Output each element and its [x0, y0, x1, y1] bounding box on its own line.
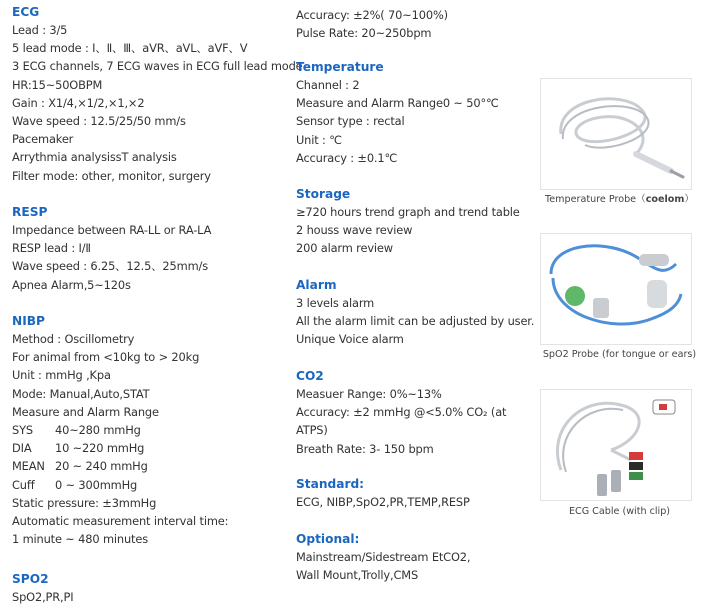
ecg-line: Gain : X1/4,×1/2,×1,×2: [12, 95, 145, 110]
temperature-line: Channel : 2: [296, 78, 360, 92]
temperature-probe-caption: [533, 194, 706, 206]
standard-section: [296, 476, 470, 511]
spo2-pulse-line: Pulse Rate: 20~250bpm: [296, 26, 432, 41]
nibp-range-row: [12, 439, 228, 457]
temperature-title: Temperature: [296, 60, 384, 74]
alarm-line: Unique Voice alarm: [296, 332, 404, 347]
ecg-line: Arrythmia analysissT analysis: [12, 150, 177, 165]
nibp-range-row: [12, 476, 228, 494]
alarm-title: Alarm: [296, 278, 337, 292]
nibp-line: Unit : mmHg ,Kpa: [12, 368, 111, 383]
co2-line: ATPS): [296, 423, 328, 438]
caption-text: ECG Cable (with clip): [568, 506, 671, 517]
temperature-line: Accuracy : ±0.1℃: [296, 150, 398, 165]
storage-title: Storage: [296, 187, 351, 201]
storage-line: 200 alarm review: [296, 241, 393, 256]
resp-title: RESP: [12, 205, 48, 219]
resp-line: Wave speed : 6.25、12.5、25mm/s: [12, 259, 208, 274]
range-value: 20 ~ 240 mmHg: [55, 459, 148, 474]
nibp-range-row: [12, 457, 228, 475]
ecg-line: Pacemaker: [12, 132, 74, 147]
spo2-continued: [296, 6, 448, 42]
nibp-line: For animal from <10kg to > 20kg: [12, 350, 200, 365]
ecg-line: HR:15~50OBPM: [12, 77, 103, 92]
temperature-probe-icon: [540, 78, 692, 190]
resp-line: Impedance between RA-LL or RA-LA: [12, 223, 212, 237]
co2-title: CO2: [296, 369, 324, 383]
storage-line: ≥720 hours trend graph and trend table: [296, 205, 520, 219]
alarm-line: All the alarm limit can be adjusted by user.: [296, 314, 535, 329]
temperature-section: [296, 59, 499, 167]
resp-line: RESP lead : I/Ⅱ: [12, 241, 91, 256]
nibp-range-row: [12, 421, 228, 439]
optional-title: Optional:: [296, 532, 360, 546]
optional-section: [296, 531, 470, 584]
co2-line: Accuracy: ±2 mmHg @<5.0% CO₂ (at: [296, 405, 507, 420]
ecg-line: 3 ECG channels, 7 ECG waves in ECG full lead mode: [12, 59, 303, 74]
range-value: 40~280 mmHg: [55, 423, 141, 438]
caption-text: Temperature Probe（: [545, 194, 646, 205]
co2-line: Breath Rate: 3- 150 bpm: [296, 441, 434, 456]
alarm-section: [296, 277, 534, 349]
ecg-section: [12, 4, 303, 185]
caption-text: SpO2 Probe (for tongue or ears): [542, 349, 697, 360]
range-key: Cuff: [12, 477, 35, 492]
optional-line: Wall Mount,Trolly,CMS: [296, 568, 419, 583]
alarm-line: 3 levels alarm: [296, 296, 375, 310]
temperature-line: Unit : ℃: [296, 132, 342, 147]
ecg-line: Filter mode: other, monitor, surgery: [12, 168, 211, 183]
range-key: DIA: [12, 441, 32, 456]
nibp-line: Automatic measurement interval time:: [12, 514, 229, 529]
storage-section: [296, 186, 520, 258]
spo2-probe-caption: [533, 349, 706, 361]
nibp-section: [12, 313, 228, 548]
range-key: MEAN: [12, 459, 45, 474]
temperature-line: Measure and Alarm Range0 ~ 50°℃: [296, 96, 499, 111]
spo2-line: SpO2,PR,PI: [12, 590, 74, 604]
standard-title: Standard:: [296, 477, 365, 491]
co2-section: [296, 368, 506, 458]
ecg-title: ECG: [12, 5, 40, 19]
co2-line: Measuer Range: 0%~13%: [296, 387, 442, 401]
caption-end-text: ）: [684, 194, 694, 205]
spo2-probe-icon: [540, 233, 692, 345]
ecg-cable-caption: [533, 506, 706, 518]
standard-line: ECG, NIBP,SpO2,PR,TEMP,RESP: [296, 495, 470, 509]
ecg-line: Lead : 3/5: [12, 23, 68, 37]
nibp-line: Method : Oscillometry: [12, 332, 135, 346]
temperature-line: Sensor type : rectal: [296, 114, 405, 129]
caption-bold-text: coelom: [645, 194, 685, 205]
optional-line: Mainstream/Sidestream EtCO2,: [296, 550, 471, 564]
nibp-line: Static pressure: ±3mmHg: [12, 495, 157, 510]
nibp-line: 1 minute ~ 480 minutes: [12, 532, 148, 547]
nibp-line: Measure and Alarm Range: [12, 404, 159, 419]
resp-section: [12, 204, 211, 294]
spo2-section: [12, 571, 73, 606]
spo2-accuracy-line: Accuracy: ±2%( 70~100%): [296, 8, 448, 22]
range-key: SYS: [12, 423, 33, 438]
range-value: 0 ~ 300mmHg: [55, 477, 138, 492]
range-value: 10 ~220 mmHg: [55, 441, 145, 456]
ecg-line: Wave speed : 12.5/25/50 mm/s: [12, 114, 186, 129]
nibp-line: Mode: Manual,Auto,STAT: [12, 386, 150, 401]
spo2-title: SPO2: [12, 572, 49, 586]
ecg-cable-icon: [540, 389, 692, 501]
nibp-title: NIBP: [12, 314, 45, 328]
ecg-line: 5 lead mode : Ⅰ、Ⅱ、Ⅲ、aVR、aVL、aVF、V: [12, 41, 248, 56]
resp-line: Apnea Alarm,5~120s: [12, 277, 131, 292]
storage-line: 2 houss wave review: [296, 223, 413, 238]
